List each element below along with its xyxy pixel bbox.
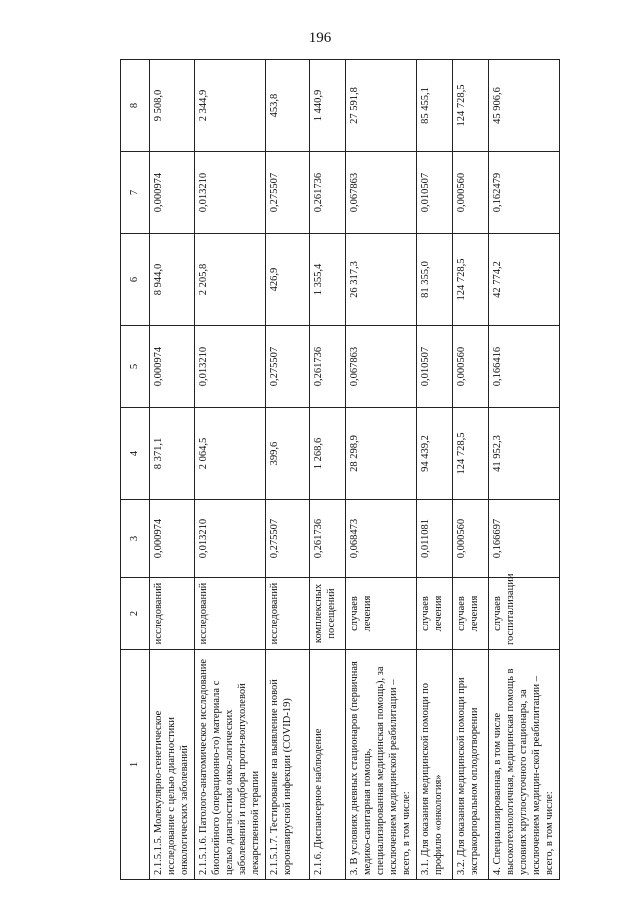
value-cell: 0,013210 bbox=[195, 152, 266, 234]
value-cell: 0,162479 bbox=[489, 152, 560, 234]
value-cell: 0,011081 bbox=[417, 500, 453, 578]
value-cell: 41 952,3 bbox=[489, 408, 560, 500]
volume-cost-table bbox=[120, 59, 560, 880]
value-cell: 124 728,5 bbox=[453, 234, 489, 326]
value-cell: 0,166697 bbox=[489, 500, 560, 578]
page-number: 196 bbox=[308, 30, 332, 46]
unit-cell: случаев лечения bbox=[453, 578, 489, 650]
row-description: 2.1.6. Диспансерное наблюдение bbox=[310, 650, 346, 880]
table-row bbox=[150, 60, 195, 880]
column-header: 6 bbox=[121, 234, 150, 326]
value-cell: 9 508,0 bbox=[150, 60, 195, 152]
value-cell: 0,010507 bbox=[417, 152, 453, 234]
table-row bbox=[195, 60, 266, 880]
value-cell: 0,067863 bbox=[346, 326, 417, 408]
value-cell: 0,013210 bbox=[195, 500, 266, 578]
value-cell: 2 064,5 bbox=[195, 408, 266, 500]
value-cell: 2 205,8 bbox=[195, 234, 266, 326]
unit-cell: случаев лечения bbox=[417, 578, 453, 650]
value-cell: 453,8 bbox=[266, 60, 310, 152]
value-cell: 0,000974 bbox=[150, 152, 195, 234]
row-description: 3. В условиях дневных стационаров (первичная медико-санитарная помощь, специализированная медицинская помощь), за исключением медицинской реабилитации – всего, в том числе: bbox=[346, 650, 417, 880]
unit-cell: исследований bbox=[266, 578, 310, 650]
rotated-table-container bbox=[120, 60, 555, 880]
value-cell: 1 440,9 bbox=[310, 60, 346, 152]
unit-cell: случаев госпитализации bbox=[489, 578, 560, 650]
value-cell: 0,010507 bbox=[417, 326, 453, 408]
value-cell: 0,261736 bbox=[310, 326, 346, 408]
column-header: 3 bbox=[121, 500, 150, 578]
table-rotation-frame bbox=[120, 60, 555, 880]
table-row bbox=[266, 60, 310, 880]
table-row bbox=[453, 60, 489, 880]
value-cell: 0,275507 bbox=[266, 152, 310, 234]
value-cell: 85 455,1 bbox=[417, 60, 453, 152]
value-cell: 399,6 bbox=[266, 408, 310, 500]
value-cell: 0,261736 bbox=[310, 152, 346, 234]
value-cell: 42 774,2 bbox=[489, 234, 560, 326]
value-cell: 8 371,1 bbox=[150, 408, 195, 500]
value-cell: 27 591,8 bbox=[346, 60, 417, 152]
value-cell: 81 355,0 bbox=[417, 234, 453, 326]
table-row bbox=[346, 60, 417, 880]
value-cell: 124 728,5 bbox=[453, 60, 489, 152]
value-cell: 45 906,6 bbox=[489, 60, 560, 152]
column-header: 4 bbox=[121, 408, 150, 500]
header-row bbox=[121, 60, 150, 880]
value-cell: 0,000560 bbox=[453, 326, 489, 408]
value-cell: 426,9 bbox=[266, 234, 310, 326]
column-header: 7 bbox=[121, 152, 150, 234]
value-cell: 0,275507 bbox=[266, 326, 310, 408]
row-description: 2.1.5.1.6. Патолого-анатомическое исследование биопсийного (операционно-го) материала с целью диагностики онко-логических заболеваний и подбора проти-вопухолевой лекарственной терапии bbox=[195, 650, 266, 880]
value-cell: 1 268,6 bbox=[310, 408, 346, 500]
row-description: 3.2. Для оказания медицинской помощи при экстракорпоральном оплодотворении bbox=[453, 650, 489, 880]
value-cell: 0,068473 bbox=[346, 500, 417, 578]
value-cell: 26 317,3 bbox=[346, 234, 417, 326]
value-cell: 0,000974 bbox=[150, 500, 195, 578]
row-description: 2.1.5.1.7. Тестирование на выявление новой коронавирусной инфекции (COVID-19) bbox=[266, 650, 310, 880]
column-header: 1 bbox=[121, 650, 150, 880]
table-row bbox=[489, 60, 560, 880]
row-description: 3.1. Для оказания медицинской помощи по профилю «онкология» bbox=[417, 650, 453, 880]
table-row bbox=[310, 60, 346, 880]
value-cell: 0,000560 bbox=[453, 500, 489, 578]
value-cell: 0,000560 bbox=[453, 152, 489, 234]
value-cell: 94 439,2 bbox=[417, 408, 453, 500]
value-cell: 0,275507 bbox=[266, 500, 310, 578]
unit-cell: комплексных посещений bbox=[310, 578, 346, 650]
row-description: 2.1.5.1.5. Молекулярно-генетическое исследование с целью диагностики онкологических заболеваний bbox=[150, 650, 195, 880]
table-row bbox=[417, 60, 453, 880]
row-description: 4. Специализированная, в том числе высокотехнологичная, медицинская помощь в условиях круглосуточного стационара, за исключением медицин-ской реабилитации – всего, в том числе: bbox=[489, 650, 560, 880]
value-cell: 8 944,0 bbox=[150, 234, 195, 326]
unit-cell: исследований bbox=[195, 578, 266, 650]
value-cell: 0,013210 bbox=[195, 326, 266, 408]
value-cell: 124 728,5 bbox=[453, 408, 489, 500]
unit-cell: исследований bbox=[150, 578, 195, 650]
value-cell: 0,067863 bbox=[346, 152, 417, 234]
unit-cell: случаев лечения bbox=[346, 578, 417, 650]
column-header: 8 bbox=[121, 60, 150, 152]
column-header: 2 bbox=[121, 578, 150, 650]
value-cell: 2 344,9 bbox=[195, 60, 266, 152]
value-cell: 1 355,4 bbox=[310, 234, 346, 326]
value-cell: 0,261736 bbox=[310, 500, 346, 578]
value-cell: 0,000974 bbox=[150, 326, 195, 408]
value-cell: 0,166416 bbox=[489, 326, 560, 408]
value-cell: 28 298,9 bbox=[346, 408, 417, 500]
column-header: 5 bbox=[121, 326, 150, 408]
